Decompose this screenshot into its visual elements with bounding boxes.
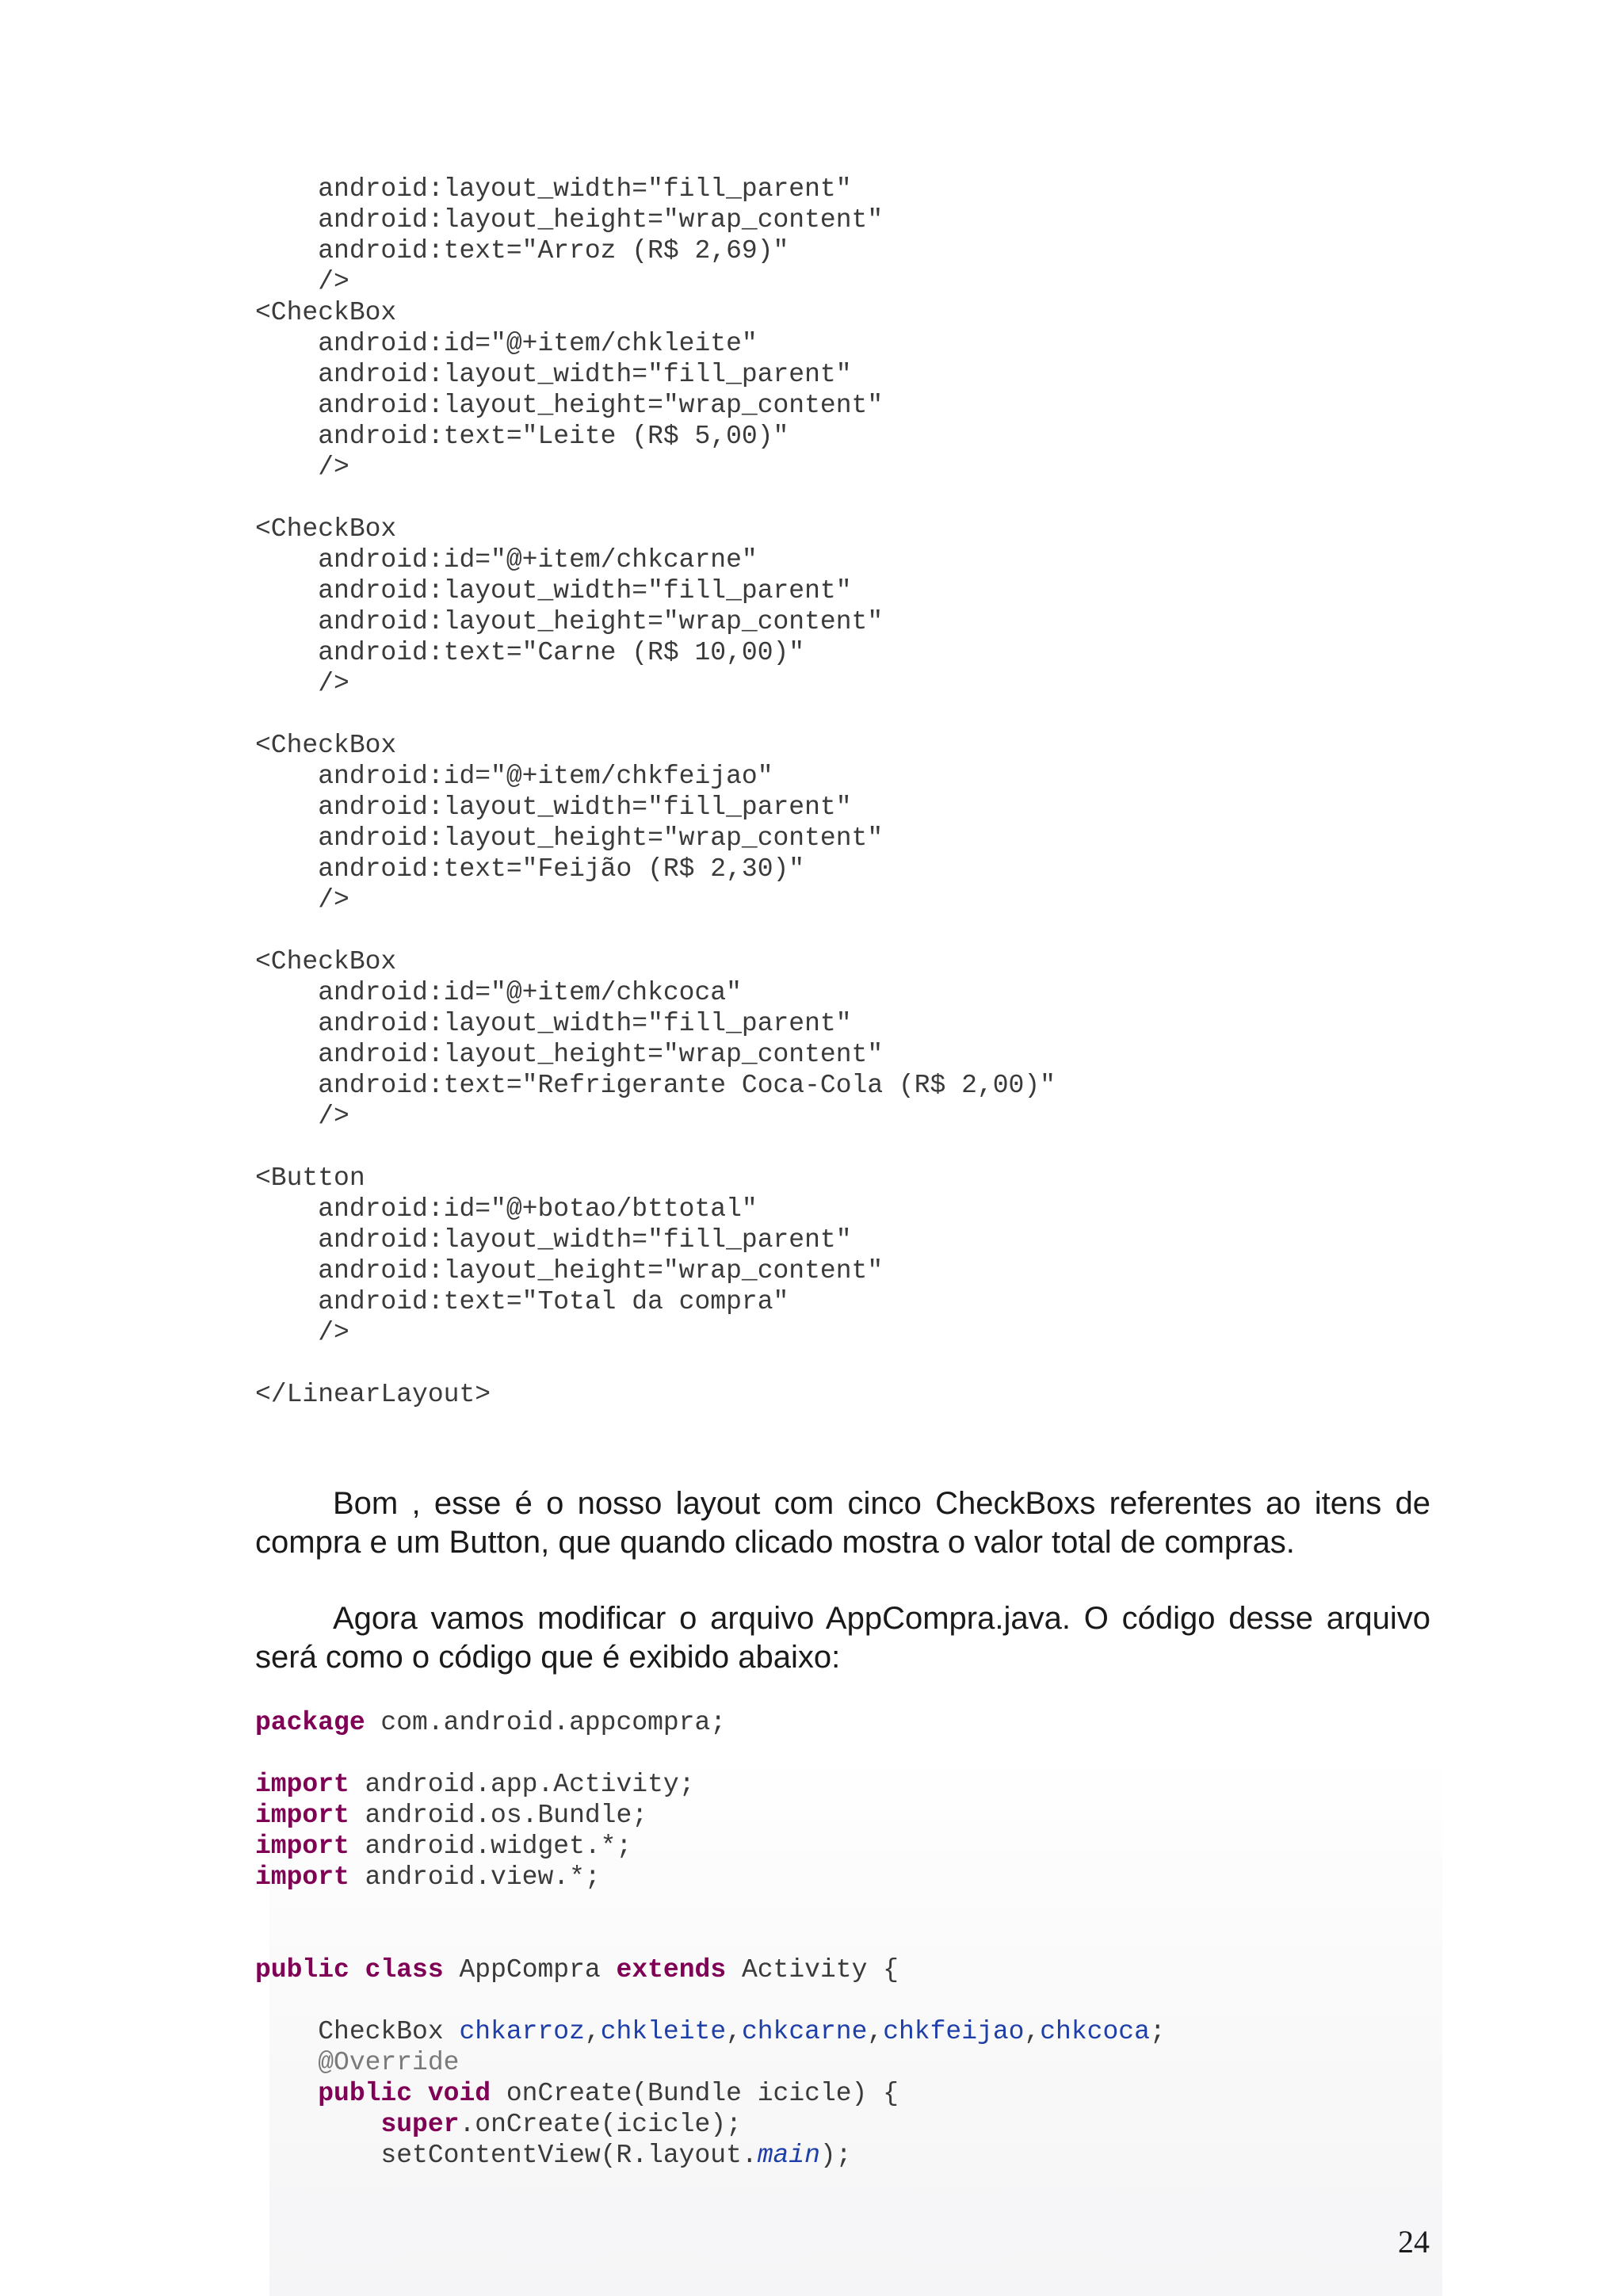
code-line	[255, 1132, 1056, 1163]
code-line: <CheckBox	[255, 298, 397, 327]
keyword: import	[255, 1832, 349, 1861]
class-tail: Activity {	[726, 1955, 899, 1985]
super-call: .onCreate(icicle);	[459, 2110, 742, 2139]
code-line: android:text="Refrigerante Coca-Cola (R$ 2,00)"	[255, 1071, 1056, 1100]
code-line: />	[255, 267, 349, 296]
import-path: android.view.*;	[349, 1862, 601, 1892]
keyword: package	[255, 1708, 365, 1737]
import-line	[255, 1769, 1166, 1800]
field-type: CheckBox	[255, 2017, 460, 2046]
import-path: android.widget.*;	[349, 1832, 632, 1861]
code-line: android:layout_height="wrap_content"	[255, 205, 884, 235]
code-line: android:id="@+item/chkleite"	[255, 329, 758, 358]
code-line	[255, 483, 1056, 514]
class-declaration	[255, 1954, 1166, 1985]
field-name: chkfeijao	[883, 2017, 1025, 2046]
code-line	[255, 1348, 1056, 1379]
code-line: />	[255, 1318, 349, 1347]
terminator: ;	[1149, 2017, 1166, 2046]
code-line: android:layout_width="fill_parent"	[255, 174, 852, 204]
code-line: />	[255, 453, 349, 482]
code-line: android:layout_height="wrap_content"	[255, 823, 884, 853]
import-path: android.app.Activity;	[349, 1770, 695, 1799]
keyword: import	[255, 1862, 349, 1892]
blank-line	[255, 1738, 1166, 1769]
code-line: android:text="Carne (R$ 10,00)"	[255, 638, 805, 667]
annotation-line: @Override	[255, 2048, 460, 2077]
code-line: <CheckBox	[255, 947, 397, 976]
code-line: android:text="Leite (R$ 5,00)"	[255, 422, 789, 451]
code-line: />	[255, 1102, 349, 1131]
code-line: android:layout_width="fill_parent"	[255, 1009, 852, 1038]
keyword: class	[365, 1955, 444, 1985]
package-line	[255, 1707, 1166, 1738]
code-line: android:id="@+item/chkcoca"	[255, 978, 742, 1007]
code-line: android:layout_width="fill_parent"	[255, 360, 852, 389]
code-line: android:layout_height="wrap_content"	[255, 1256, 884, 1286]
field-name: chkcoca	[1040, 2017, 1150, 2046]
method-signature	[255, 2078, 1166, 2109]
space	[412, 2079, 428, 2108]
import-line	[255, 1862, 1166, 1893]
code-line	[255, 699, 1056, 730]
body-paragraph: Agora vamos modificar o arquivo AppCompra.java. O código desse arquivo será como o código que é exibido abaixo:	[255, 1601, 1430, 1675]
separator: ,	[584, 2017, 601, 2046]
code-line: android:layout_height="wrap_content"	[255, 607, 884, 636]
class-name: AppCompra	[443, 1955, 617, 1985]
space	[349, 1955, 365, 1985]
import-line	[255, 1800, 1166, 1831]
page-number: 24	[1398, 2224, 1430, 2260]
separator: ,	[1024, 2017, 1041, 2046]
code-line: android:id="@+item/chkfeijao"	[255, 762, 773, 791]
keyword: super	[380, 2110, 460, 2139]
code-line: android:layout_width="fill_parent"	[255, 576, 852, 606]
code-line: android:text="Total da compra"	[255, 1287, 789, 1316]
keyword: extends	[616, 1955, 727, 1985]
layout-field: main	[757, 2141, 820, 2170]
code-line: android:id="@+item/chkcarne"	[255, 545, 758, 575]
keyword: import	[255, 1801, 349, 1830]
code-line: />	[255, 885, 349, 915]
blank-line	[255, 1924, 1166, 1954]
code-line: <Button	[255, 1163, 365, 1193]
code-line: android:layout_height="wrap_content"	[255, 1040, 884, 1069]
xml-layout-code	[255, 174, 1056, 1410]
method-name: onCreate(Bundle icicle) {	[491, 2079, 899, 2108]
field-declaration	[255, 2016, 1166, 2047]
field-name: chkleite	[600, 2017, 727, 2046]
keyword: public	[318, 2079, 413, 2108]
code-line: android:layout_width="fill_parent"	[255, 1225, 852, 1255]
import-path: android.os.Bundle;	[349, 1801, 648, 1830]
setcontentview-line	[255, 2140, 1166, 2171]
body-paragraph: Bom , esse é o nosso layout com cinco CheckBoxs referentes ao itens de compra e um Button, que quando clicado mostra o valor total de compras.	[255, 1486, 1430, 1560]
code-line: <CheckBox	[255, 731, 397, 760]
super-call-line	[255, 2109, 1166, 2140]
setcontent-end: );	[819, 2141, 852, 2170]
java-source-code	[255, 1707, 1166, 2171]
keyword: void	[427, 2079, 491, 2108]
blank-line	[255, 1893, 1166, 1924]
code-line: android:layout_width="fill_parent"	[255, 793, 852, 822]
code-line: android:id="@+botao/bttotal"	[255, 1194, 758, 1224]
code-line: android:layout_height="wrap_content"	[255, 391, 884, 420]
code-line: />	[255, 669, 349, 698]
code-line: </LinearLayout>	[255, 1380, 491, 1409]
code-line: android:text="Arroz (R$ 2,69)"	[255, 236, 789, 266]
separator: ,	[867, 2017, 884, 2046]
code-line	[255, 915, 1056, 946]
package-name: com.android.appcompra;	[365, 1708, 727, 1737]
setcontent-call: setContentView(R.layout.	[255, 2141, 758, 2170]
separator: ,	[726, 2017, 742, 2046]
field-name: chkcarne	[741, 2017, 868, 2046]
code-line: <CheckBox	[255, 514, 397, 544]
keyword: public	[255, 1955, 349, 1985]
code-line: android:text="Feijão (R$ 2,30)"	[255, 854, 805, 884]
indent	[255, 2110, 380, 2139]
blank-line	[255, 1985, 1166, 2016]
import-line	[255, 1831, 1166, 1862]
keyword: import	[255, 1770, 349, 1799]
indent	[255, 2079, 318, 2108]
field-name: chkarroz	[459, 2017, 585, 2046]
